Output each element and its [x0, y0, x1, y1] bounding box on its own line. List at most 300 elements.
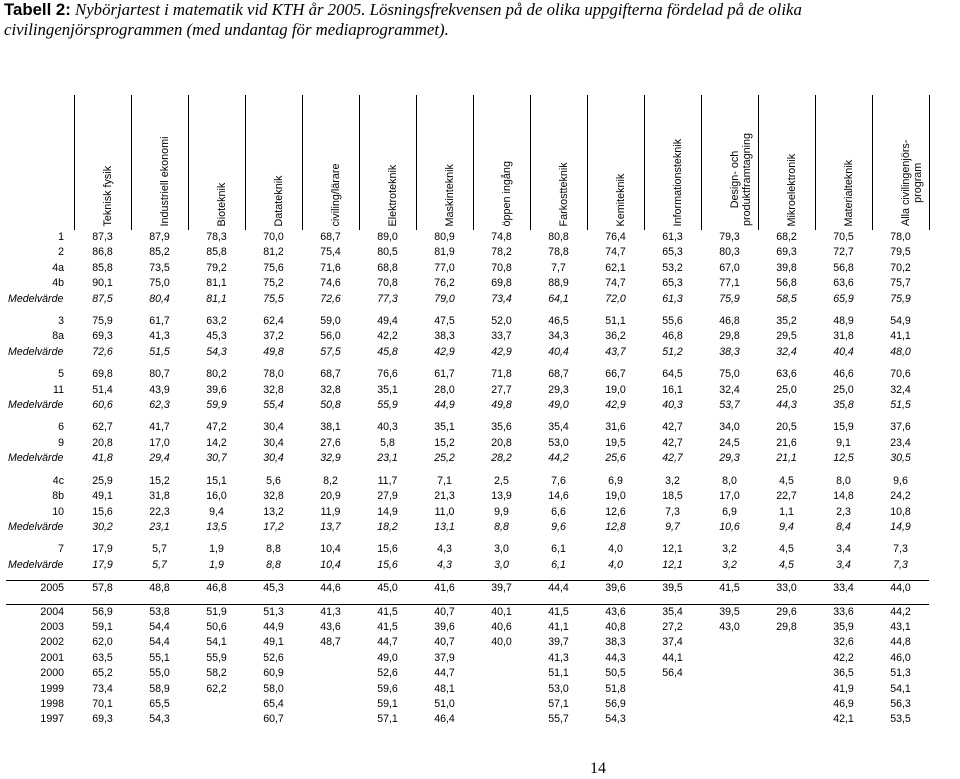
row-label: 11	[53, 383, 64, 396]
value-cell: 8,2	[323, 474, 338, 487]
value-cell: 49,8	[263, 345, 284, 358]
value-cell: 24,5	[719, 436, 740, 449]
value-cell: 69,3	[776, 246, 797, 259]
value-cell: 15,1	[206, 474, 227, 487]
column-header-label	[616, 173, 628, 226]
value-cell: 40,0	[491, 636, 512, 649]
group-separator	[6, 467, 929, 474]
value-cell: 86,8	[92, 246, 113, 259]
value-cell: 44,4	[548, 582, 569, 595]
column-header-line: program	[911, 162, 923, 203]
value-cell: 61,3	[662, 231, 683, 243]
value-cell: 55,1	[149, 651, 170, 664]
value-cell: 73,4	[491, 292, 512, 305]
value-cell: 21,1	[776, 452, 797, 465]
separator-cell	[6, 467, 74, 474]
value-cell: 49,1	[92, 490, 113, 503]
value-cell: 7,3	[893, 543, 908, 556]
separator-cell	[416, 535, 473, 542]
value-cell: 41,9	[833, 682, 854, 695]
separator-cell	[302, 573, 359, 581]
separator-cell	[758, 307, 815, 314]
table-row	[6, 276, 929, 291]
value-cell: 74,8	[491, 231, 512, 243]
separator-cell	[131, 413, 188, 420]
value-cell: 14,9	[377, 505, 398, 518]
value-cell: 3,0	[494, 543, 509, 556]
value-cell: 43,1	[890, 620, 911, 633]
separator-cell	[359, 307, 416, 314]
value-cell: 42,9	[491, 345, 512, 358]
value-cell: 4,0	[608, 543, 623, 556]
value-cell: 25,9	[92, 474, 113, 487]
value-cell	[701, 697, 758, 712]
value-cell: 9,6	[551, 520, 566, 533]
value-cell: 57,1	[377, 713, 398, 726]
separator-cell	[74, 535, 131, 542]
value-cell: 9,9	[494, 505, 509, 518]
column-header	[872, 95, 929, 230]
value-cell: 11,7	[377, 474, 398, 487]
separator-cell	[701, 413, 758, 420]
value-cell: 33,4	[833, 582, 854, 595]
value-cell: 66,7	[605, 368, 626, 381]
column-header-label	[730, 133, 753, 226]
value-cell: 8,0	[722, 474, 737, 487]
value-cell: 41,6	[434, 582, 455, 595]
value-cell: 52,6	[263, 651, 284, 664]
separator-cell	[587, 467, 644, 474]
average-row	[6, 398, 929, 413]
column-header-label	[274, 175, 286, 226]
value-cell: 67,0	[719, 261, 740, 274]
separator-cell	[530, 307, 587, 314]
value-cell: 20,8	[92, 436, 113, 449]
value-cell: 54,1	[890, 682, 911, 695]
value-cell: 54,3	[206, 345, 227, 358]
value-cell: 41,7	[149, 421, 170, 434]
value-cell: 19,5	[605, 436, 626, 449]
column-header-label	[103, 165, 115, 226]
separator-cell	[644, 307, 701, 314]
separator-cell	[245, 535, 302, 542]
value-cell: 44,9	[434, 399, 455, 412]
table-row	[6, 261, 929, 276]
table-row	[6, 230, 929, 245]
value-cell: 42,9	[434, 345, 455, 358]
value-cell: 76,6	[377, 368, 398, 381]
value-cell: 71,6	[320, 261, 341, 274]
value-cell: 37,6	[890, 421, 911, 434]
value-cell: 77,0	[434, 261, 455, 274]
value-cell: 62,2	[206, 682, 227, 695]
value-cell: 14,8	[833, 490, 854, 503]
value-cell: 75,9	[92, 315, 113, 328]
value-cell: 1,9	[209, 543, 224, 556]
value-cell: 32,8	[263, 490, 284, 503]
value-cell: 55,4	[263, 399, 284, 412]
average-row	[6, 558, 929, 573]
value-cell: 27,6	[320, 436, 341, 449]
value-cell: 58,5	[776, 292, 797, 305]
value-cell: 30,4	[263, 436, 284, 449]
row-label: Medelvärde	[8, 452, 64, 465]
separator-cell	[587, 573, 644, 581]
value-cell: 39,6	[434, 620, 455, 633]
value-cell: 58,0	[263, 682, 284, 695]
value-cell	[644, 682, 701, 697]
value-cell: 37,2	[263, 330, 284, 343]
separator-cell	[530, 467, 587, 474]
table-row	[6, 474, 929, 489]
value-cell: 30,7	[206, 452, 227, 465]
separator-cell	[587, 413, 644, 420]
value-cell: 74,7	[605, 277, 626, 290]
value-cell: 50,6	[206, 620, 227, 633]
value-cell: 62,4	[263, 315, 284, 328]
value-cell: 53,5	[890, 713, 911, 726]
value-cell: 51,8	[605, 682, 626, 695]
value-cell: 50,8	[320, 399, 341, 412]
value-cell: 9,7	[665, 520, 680, 533]
value-cell: 40,4	[833, 345, 854, 358]
value-cell: 38,3	[719, 345, 740, 358]
value-cell: 58,9	[149, 682, 170, 695]
value-cell: 3,2	[665, 474, 680, 487]
value-cell: 34,0	[719, 421, 740, 434]
value-cell: 49,1	[263, 636, 284, 649]
average-row	[6, 451, 929, 466]
separator-cell	[74, 413, 131, 420]
column-header	[587, 95, 644, 230]
value-cell: 45,8	[377, 345, 398, 358]
separator-cell	[302, 597, 359, 605]
value-cell: 64,5	[662, 368, 683, 381]
value-cell	[188, 697, 245, 712]
value-cell: 23,1	[377, 452, 398, 465]
page-number: 14	[590, 760, 606, 777]
row-label: 1999	[40, 682, 64, 695]
column-header-label	[331, 163, 343, 226]
row-label: 2001	[40, 651, 64, 664]
value-cell: 19,0	[605, 490, 626, 503]
value-cell: 55,7	[548, 713, 569, 726]
value-cell: 73,5	[149, 261, 170, 274]
value-cell: 30,5	[890, 452, 911, 465]
separator-cell	[758, 597, 815, 605]
value-cell: 6,9	[608, 474, 623, 487]
value-cell: 44,2	[890, 605, 911, 618]
separator-cell	[359, 360, 416, 367]
value-cell: 87,5	[92, 292, 113, 305]
value-cell: 43,6	[605, 605, 626, 618]
separator-cell	[473, 360, 530, 367]
value-cell: 10,8	[890, 505, 911, 518]
value-cell: 43,0	[719, 620, 740, 633]
value-cell: 4,5	[779, 558, 794, 571]
column-header	[701, 95, 758, 230]
value-cell	[701, 682, 758, 697]
value-cell: 39,7	[548, 636, 569, 649]
value-cell: 78,8	[548, 246, 569, 259]
value-cell: 72,7	[833, 246, 854, 259]
value-cell: 75,4	[320, 246, 341, 259]
value-cell: 40,7	[434, 636, 455, 649]
value-cell: 4,3	[437, 543, 452, 556]
value-cell: 57,5	[320, 345, 341, 358]
value-cell: 90,1	[92, 277, 113, 290]
value-cell: 3,4	[836, 558, 851, 571]
separator-cell	[245, 467, 302, 474]
separator-cell	[302, 535, 359, 542]
value-cell: 55,9	[206, 651, 227, 664]
value-cell: 22,7	[776, 490, 797, 503]
value-cell: 5,7	[152, 543, 167, 556]
value-cell: 81,1	[206, 292, 227, 305]
value-cell: 81,1	[206, 277, 227, 290]
value-cell: 48,7	[320, 636, 341, 649]
separator-cell	[359, 597, 416, 605]
separator-cell	[815, 597, 872, 605]
column-header-label	[844, 159, 856, 226]
separator-cell	[131, 467, 188, 474]
column-header-label	[901, 140, 924, 226]
separator-cell	[74, 360, 131, 367]
value-cell: 46,6	[833, 368, 854, 381]
value-cell: 57,8	[92, 582, 113, 595]
separator-cell	[473, 535, 530, 542]
value-cell	[758, 712, 815, 727]
value-cell: 14,2	[206, 436, 227, 449]
value-cell: 54,3	[149, 713, 170, 726]
separator-cell	[359, 535, 416, 542]
value-cell	[302, 666, 359, 681]
value-cell: 62,7	[92, 421, 113, 434]
separator-cell	[701, 573, 758, 581]
value-cell: 33,6	[833, 605, 854, 618]
value-cell: 36,5	[833, 667, 854, 680]
value-cell: 31,6	[605, 421, 626, 434]
value-cell: 44,7	[377, 636, 398, 649]
value-cell: 35,2	[776, 315, 797, 328]
row-label: 1998	[40, 697, 64, 710]
value-cell: 72,6	[92, 345, 113, 358]
value-cell: 42,9	[605, 399, 626, 412]
value-cell: 70,5	[833, 231, 854, 243]
value-cell: 75,2	[263, 277, 284, 290]
separator-cell	[245, 573, 302, 581]
separator-cell	[302, 307, 359, 314]
row-label: 2004	[40, 605, 64, 618]
column-header-line: Materialteknik	[842, 159, 855, 226]
separator-cell	[245, 307, 302, 314]
value-cell: 38,3	[434, 330, 455, 343]
separator-cell	[359, 573, 416, 581]
column-header	[815, 95, 872, 230]
value-cell: 56,8	[776, 277, 797, 290]
results-table	[6, 95, 930, 728]
value-cell: 54,4	[149, 620, 170, 633]
value-cell: 25,0	[776, 383, 797, 396]
column-header-label	[217, 182, 229, 226]
value-cell: 51,5	[890, 399, 911, 412]
separator-cell	[530, 535, 587, 542]
value-cell: 8,0	[836, 474, 851, 487]
value-cell: 15,6	[377, 558, 398, 571]
value-cell: 49,4	[377, 315, 398, 328]
separator-cell	[815, 467, 872, 474]
value-cell: 12,5	[833, 452, 854, 465]
separator-cell	[644, 413, 701, 420]
value-cell: 12,1	[662, 558, 683, 571]
separator-cell	[6, 307, 74, 314]
value-cell: 56,0	[320, 330, 341, 343]
separator-cell	[473, 467, 530, 474]
value-cell: 51,5	[149, 345, 170, 358]
value-cell: 8,8	[494, 520, 509, 533]
value-cell: 5,6	[266, 474, 281, 487]
table-row	[6, 666, 929, 681]
value-cell: 79,0	[434, 292, 455, 305]
separator-cell	[188, 467, 245, 474]
value-cell: 41,5	[548, 605, 569, 618]
value-cell: 51,2	[662, 345, 683, 358]
value-cell: 57,1	[548, 697, 569, 710]
value-cell: 15,6	[92, 505, 113, 518]
column-header	[416, 95, 473, 230]
value-cell: 78,0	[263, 368, 284, 381]
separator-cell	[188, 597, 245, 605]
column-header-line: öppen ingång	[500, 160, 513, 226]
value-cell: 46,8	[662, 330, 683, 343]
group-separator	[6, 307, 929, 314]
value-cell: 6,1	[551, 543, 566, 556]
value-cell: 80,9	[434, 231, 455, 243]
value-cell: 29,8	[719, 330, 740, 343]
separator-cell	[416, 573, 473, 581]
value-cell: 41,3	[548, 651, 569, 664]
value-cell	[758, 666, 815, 681]
group-separator	[6, 413, 929, 420]
value-cell: 58,2	[206, 667, 227, 680]
value-cell: 44,6	[320, 582, 341, 595]
value-cell: 65,2	[92, 667, 113, 680]
column-header-line: Bioteknik	[215, 182, 228, 226]
value-cell: 7,3	[893, 558, 908, 571]
value-cell: 75,9	[719, 292, 740, 305]
value-cell: 68,2	[776, 231, 797, 243]
value-cell: 55,9	[377, 399, 398, 412]
value-cell: 29,5	[776, 330, 797, 343]
value-cell: 51,4	[92, 383, 113, 396]
row-label: Medelvärde	[8, 520, 64, 533]
value-cell: 41,5	[719, 582, 740, 595]
separator-cell	[530, 413, 587, 420]
table-row	[6, 712, 929, 727]
value-cell: 43,6	[320, 620, 341, 633]
value-cell: 52,6	[377, 667, 398, 680]
value-cell: 72,6	[320, 292, 341, 305]
value-cell: 30,4	[263, 421, 284, 434]
value-cell: 75,0	[149, 277, 170, 290]
row-label: Medelvärde	[8, 399, 64, 412]
value-cell: 74,6	[320, 277, 341, 290]
row-label: 9	[58, 436, 64, 449]
value-cell: 53,0	[548, 682, 569, 695]
value-cell: 76,4	[605, 231, 626, 243]
row-label: 2005	[40, 582, 64, 595]
value-cell: 85,2	[149, 246, 170, 259]
separator-cell	[530, 360, 587, 367]
value-cell: 88,9	[548, 277, 569, 290]
value-cell: 69,3	[92, 330, 113, 343]
value-cell: 40,6	[491, 620, 512, 633]
table-row	[6, 697, 929, 712]
separator-cell	[131, 307, 188, 314]
table-row	[6, 245, 929, 260]
value-cell: 52,0	[491, 315, 512, 328]
table-row	[6, 635, 929, 650]
value-cell: 14,6	[548, 490, 569, 503]
value-cell	[302, 682, 359, 697]
value-cell: 30,4	[263, 452, 284, 465]
column-header-line: Informationsteknik	[671, 138, 684, 226]
row-label: 5	[58, 368, 64, 381]
value-cell: 59,9	[206, 399, 227, 412]
value-cell: 44,0	[890, 582, 911, 595]
separator-cell	[245, 597, 302, 605]
separator-cell	[758, 535, 815, 542]
value-cell: 64,1	[548, 292, 569, 305]
value-cell: 56,8	[833, 261, 854, 274]
value-cell: 29,3	[719, 452, 740, 465]
value-cell: 41,1	[548, 620, 569, 633]
value-cell	[302, 712, 359, 727]
separator-cell	[587, 360, 644, 367]
column-header	[131, 95, 188, 230]
separator-cell	[815, 413, 872, 420]
value-cell: 6,9	[722, 505, 737, 518]
value-cell: 13,7	[320, 520, 341, 533]
separator-cell	[701, 467, 758, 474]
value-cell: 9,4	[779, 520, 794, 533]
separator-cell	[815, 360, 872, 367]
value-cell: 28,0	[434, 383, 455, 396]
value-cell: 25,6	[605, 452, 626, 465]
value-cell: 12,1	[662, 543, 683, 556]
separator-cell	[758, 413, 815, 420]
separator-cell	[131, 573, 188, 581]
value-cell: 53,0	[548, 436, 569, 449]
value-cell: 40,3	[662, 399, 683, 412]
value-cell: 15,6	[377, 543, 398, 556]
value-cell: 31,8	[149, 490, 170, 503]
table-body	[6, 230, 929, 728]
value-cell: 29,8	[776, 620, 797, 633]
value-cell: 65,3	[662, 277, 683, 290]
value-cell: 79,2	[206, 261, 227, 274]
separator-cell	[74, 597, 131, 605]
column-header-line: civiling/lärare	[329, 162, 342, 226]
value-cell: 69,3	[92, 713, 113, 726]
value-cell: 37,9	[434, 651, 455, 664]
value-cell: 78,2	[491, 246, 512, 259]
column-header-line: Mikroelektronik	[785, 153, 798, 226]
value-cell: 75,5	[263, 292, 284, 305]
value-cell: 23,4	[890, 436, 911, 449]
value-cell: 32,9	[320, 452, 341, 465]
value-cell: 42,2	[377, 330, 398, 343]
